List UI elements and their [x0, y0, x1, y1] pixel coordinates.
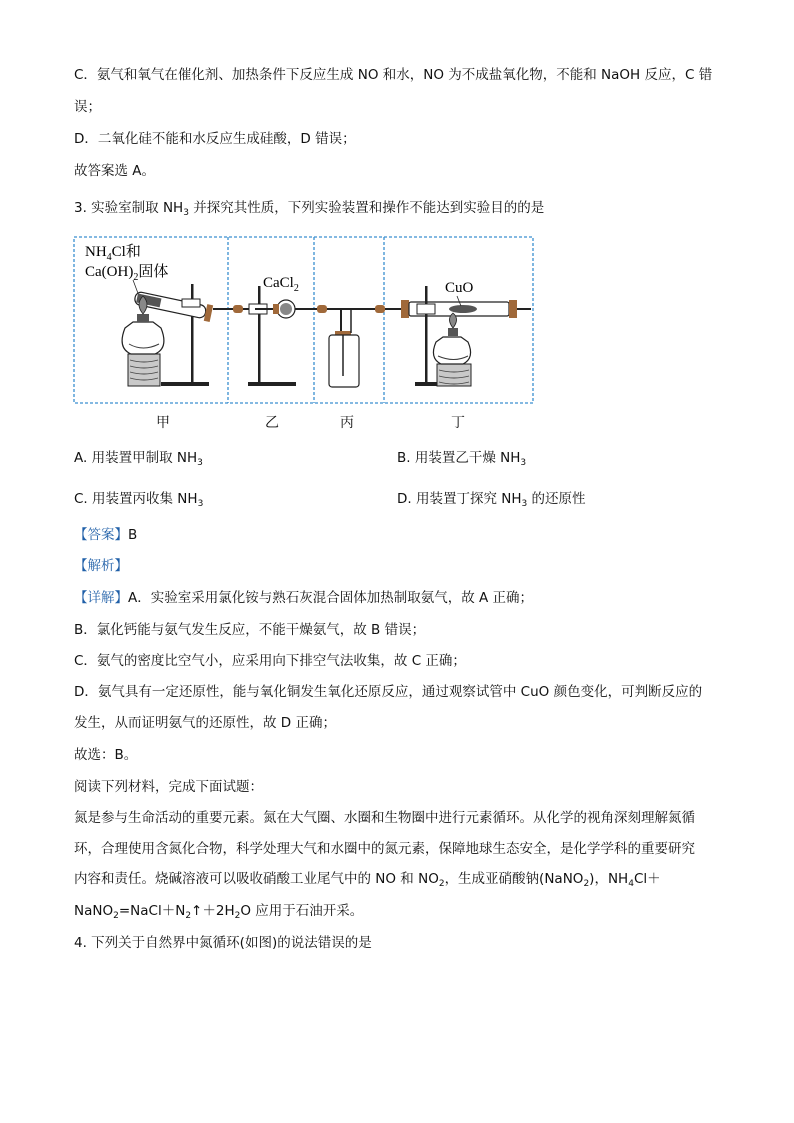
question-4: 4. 下列关于自然界中氮循环(如图)的说法错误的是 — [74, 935, 372, 951]
reagent-label-2: $Ca(OH)_2$固体 — [85, 264, 169, 283]
detail-d1: D．氨气具有一定还原性，能与氧化铜发生氧化还原反应，通过观察试管中 CuO 颜色变化，可判断反应的 — [74, 684, 703, 700]
analysis-tag: 【解析】 — [74, 558, 128, 574]
apparatus-figure — [73, 236, 535, 406]
question-3: 3. 实验室制取 $NH_3$ 并探究其性质，下列实验装置和操作不能达到实验目的的是 — [74, 200, 545, 218]
caption-yi: 乙 — [265, 415, 279, 431]
caption-ding: 丁 — [451, 415, 465, 431]
detail-c: C．氨气的密度比空气小，应采用向下排空气法收集，故 C 正确； — [74, 653, 466, 669]
stand-base — [161, 382, 209, 386]
option-d: D. 用装置丁探究 $NH_3$ 的还原性 — [397, 491, 586, 509]
reagent-label-1: $NH_4Cl$和 — [85, 244, 141, 263]
option-a: A. 用装置甲制取 $NH_3$ — [74, 450, 203, 468]
option-c: C. 用装置丙收集 $NH_3$ — [74, 491, 204, 509]
text-line: C．氨气和氧气在催化剂、加热条件下反应生成 NO 和水，NO 为不成盐氧化物，不能和 NaOH 反应，C 错 — [74, 67, 713, 83]
para-line: $NaNO_2=NaCl+N_2↑+2H_2O$ 应用于石油开采。 — [74, 903, 364, 921]
wood-block — [128, 354, 160, 386]
detail-d2: 发生，从而证明氨气的还原性，故 D 正确； — [74, 715, 336, 731]
reading-intro: 阅读下列材料，完成下面试题： — [74, 779, 263, 795]
alcohol-lamp — [122, 322, 164, 354]
text-line: D．二氧化硅不能和水反应生成硅酸，D 错误； — [74, 131, 356, 147]
cuo-label: CuO — [445, 280, 474, 296]
para-line: 环，合理使用含氮化合物，科学处理大气和水圈中的氮元素，保障地球生态安全，是化学学科的重要研究 — [74, 841, 695, 857]
caption-jia: 甲 — [156, 415, 170, 431]
cacl2-label: CaCl$_2$ — [263, 275, 299, 294]
caption-bing: 丙 — [340, 415, 354, 431]
para-line: 内容和责任。烧碱溶液可以吸收硝酸工业尾气中的 NO 和 $NO_2$，生成亚硝酸钠(NaNO$_2$)，$NH_4Cl+$ — [74, 871, 661, 889]
detail-b: B．氯化钙能与氨气发生反应，不能干燥氨气，故 B 错误； — [74, 622, 426, 638]
detail-a: 【详解】A．实验室采用氯化铵与熟石灰混合固体加热制取氨气，故 A 正确； — [74, 590, 534, 606]
text-line: 故答案选 A。 — [74, 163, 156, 179]
option-b: B. 用装置乙干燥 $NH_3$ — [397, 450, 527, 468]
conclusion: 故选：B。 — [74, 747, 138, 763]
text-line: 误； — [74, 99, 101, 115]
answer-line: 【答案】B — [74, 527, 138, 543]
para-line: 氮是参与生命活动的重要元素。氮在大气圈、水圈和生物圈中进行元素循环。从化学的视角深刻理解氮循 — [74, 810, 695, 826]
collection-bottle — [329, 335, 359, 387]
clamp — [182, 299, 200, 307]
